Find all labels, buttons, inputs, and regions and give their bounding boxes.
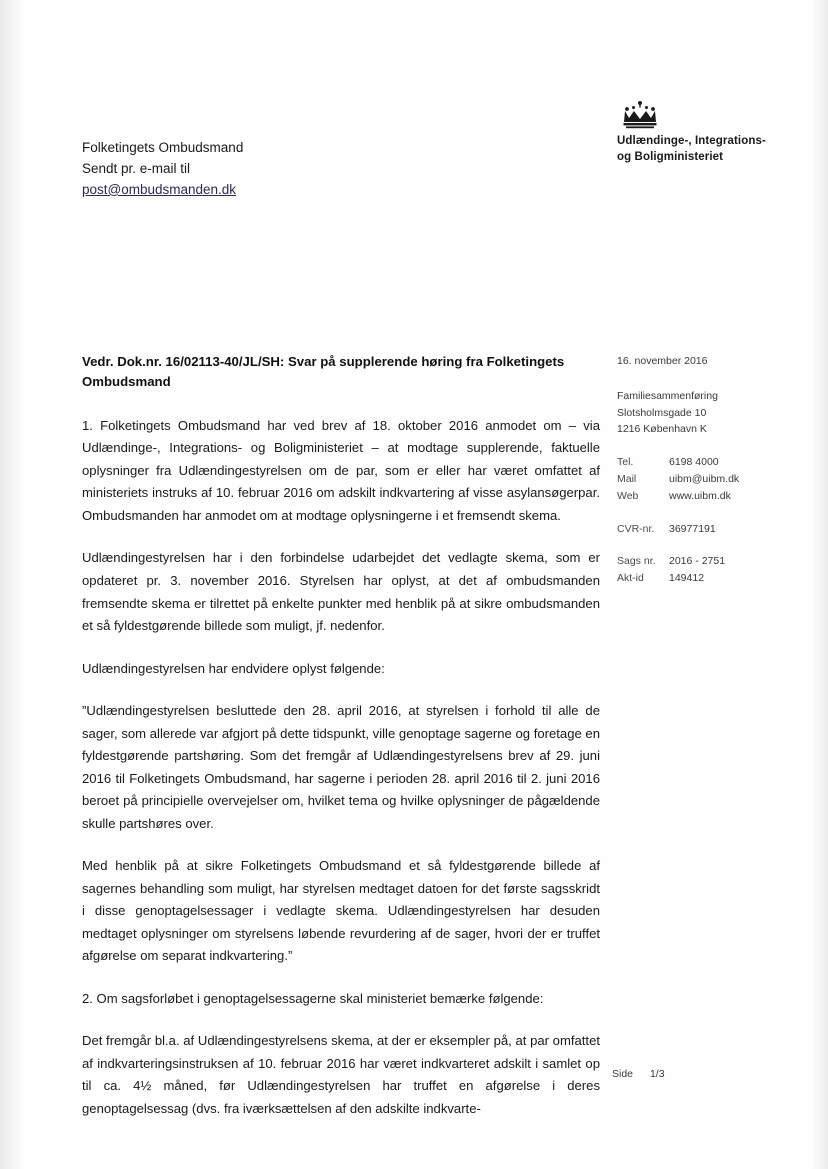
contact-row-mail (617, 471, 797, 488)
contact-label-tel: Tel. (617, 456, 634, 469)
letterhead (617, 100, 807, 165)
sender-department: Familiesammenføring (617, 389, 718, 402)
recipient-block (82, 138, 412, 201)
cvr-row (617, 521, 797, 538)
letter-date: 16. november 2016 (617, 355, 708, 367)
paragraph-5: Med henblik på at sikre Folketingets Ombudsmand et så fyldestgørende billede af sagernes behandling som muligt, har styrelsen medtaget datoen for det første sagsskridt i disse genoptagelsessager i vedlagte skema. Udlændingestyrelsen har desuden medtaget oplysninger om styrelsens løbende revurdering af de sager, hvori der er truffet afgørelse om separat indkvartering.” (82, 858, 600, 964)
paragraph-3: Udlændingestyrelsen har endvidere oplyst følgende: (82, 660, 385, 676)
contact-value-mail: uibm@uibm.dk (669, 472, 740, 485)
paragraph-2: Udlændingestyrelsen har i den forbindelse udarbejdet det vedlagte skema, som er opdateret pr. 3. november 2016. Styrelsen har oplyst, at det af ombudsmanden fremsendte skema er tilrettet på enkelte punkter med henblik på at sikre ombudsmanden et så fyldestgørende billede som muligt, jf. nedenfor. (82, 550, 600, 634)
sender-contacts (617, 454, 797, 504)
page-number: 1/3 (649, 1068, 665, 1080)
case-row-aktid (617, 570, 797, 587)
cvr-label: CVR-nr. (617, 522, 655, 535)
document-subject: Vedr. Dok.nr. 16/02113-40/JL/SH: Svar på supplerende høring fra Folketingets Ombudsmand (82, 354, 565, 390)
contact-value-tel: 6198 4000 (669, 456, 719, 469)
case-value-sagsnr: 2016 - 2751 (669, 555, 726, 568)
contact-label-mail: Mail (617, 472, 637, 485)
contact-value-web: www.uibm.dk (669, 489, 731, 502)
ministry-name-line1: Udlændinge-, Integrations- (617, 135, 766, 147)
paragraph-1: 1. Folketingets Ombudsmand har ved brev af 18. oktober 2016 anmodet om – via Udlændinge-, Integrations- og Boligministeriet – at modtage supplerende, faktuelle oplysninger fra Udlændingestyrelsen om de par, som er eller har været omfattet af ministeriets instruks af 10. februar 2016 om adskilt indkvartering af visse asylansøgerpar. Ombudsmanden har anmodet om at modtage oplysningerne i et fremsendt skema. (82, 417, 600, 523)
ministry-name-line2: og Boligministeriet (617, 150, 724, 163)
paragraph-7: Det fremgår bl.a. af Udlændingestyrelsens skema, at der er eksempler på, at par omfattet af indkvarteringsinstruksen af 10. februar 2016 har været indkvarteret adskilt i samlet op til ca. 4½ måned, før Udlændingestyrelsen har truffet en afgørelse i deres genoptagelsessag (dvs. fra iværksættelsen af den adskilte indkvarte- (82, 1033, 600, 1116)
ministry-name (617, 134, 807, 165)
sender-address (617, 388, 797, 438)
paragraph-6: 2. Om sagsforløbet i genoptagelsessagerne skal ministeriet bemærke følgende: (82, 990, 544, 1006)
contact-row-web (617, 488, 797, 505)
contact-label-web: Web (617, 489, 639, 502)
sender-city: 1216 København K (617, 423, 707, 436)
recipient-name: Folketingets Ombudsmand (82, 140, 244, 155)
case-row-sagsnr (617, 553, 797, 570)
recipient-delivery-method: Sendt pr. e-mail til (82, 160, 191, 176)
letter-body (82, 352, 600, 1140)
contact-row-tel (617, 454, 797, 471)
royal-crown-icon (617, 100, 663, 130)
case-label-aktid: Akt-id (617, 572, 644, 585)
case-value-aktid: 149412 (669, 572, 705, 585)
case-label-sagsnr: Sags nr. (617, 555, 656, 568)
cvr-value: 36977191 (669, 522, 716, 535)
sender-street: Slotsholmsgade 10 (617, 406, 707, 419)
page-footer (612, 1068, 665, 1080)
page-label: Side (612, 1068, 634, 1080)
cvr-block (617, 521, 797, 538)
paragraph-4: ”Udlændingestyrelsen besluttede den 28. april 2016, at styrelsen i forhold til alle de sager, som allerede var afgjort på dette tidspunkt, ville genoptage sagerne og foretage en fyldestgørende partshøring. Som det fremgår af Udlændingestyrelsens brev af 29. juni 2016 til Folketingets Ombudsmand, har sagerne i perioden 28. april 2016 til 2. juni 2016 beroet på principielle overvejelser om, hvilket tema og hvilke oplysninger de pågældende skulle partshøres over. (82, 703, 600, 831)
recipient-email-link[interactable]: post@ombudsmanden.dk (82, 181, 237, 197)
sender-info-column (617, 353, 797, 603)
case-block (617, 553, 797, 587)
